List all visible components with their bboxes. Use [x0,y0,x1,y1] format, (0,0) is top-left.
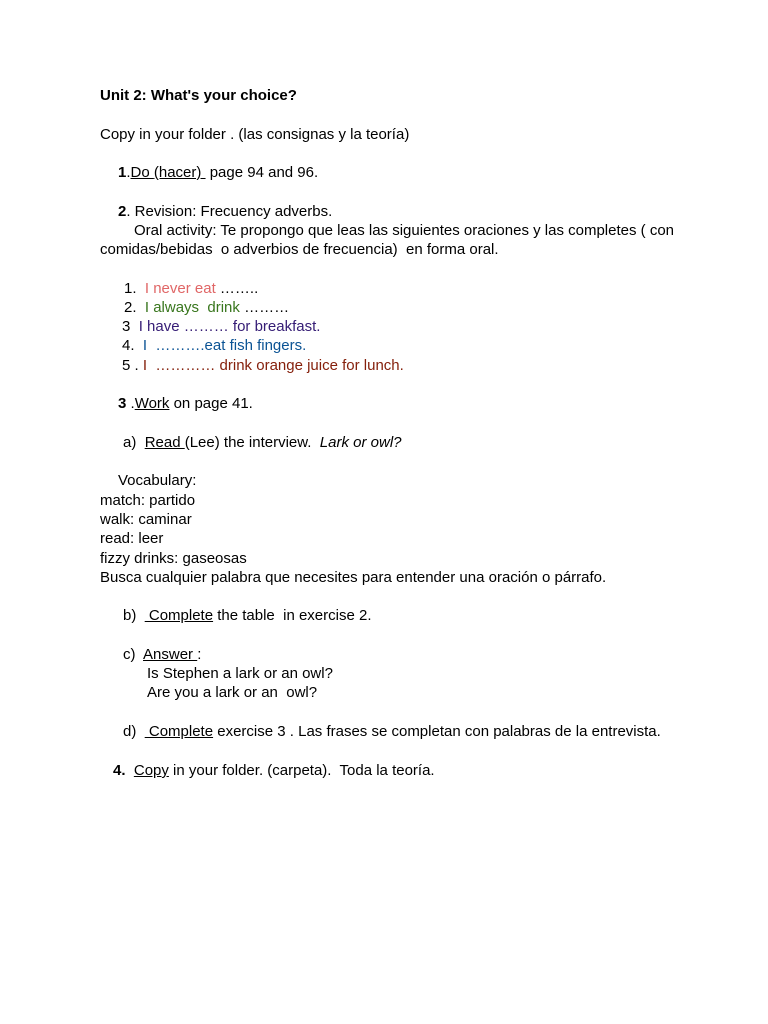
vocab-item: read: leer [100,530,164,547]
list-item-number: 2. [124,299,137,316]
section-1-rest: page 94 and 96. [205,164,319,181]
section-4-number: 4. [113,762,126,779]
busca-line: Busca cualquier palabra que necesites para entender una oración o párrafo. [100,569,607,586]
vocab-item: walk: caminar [100,511,192,528]
oral-activity-line-1: Oral activity: Te propongo que leas las siguientes oraciones y las completes ( con [134,222,675,239]
item-b [123,607,372,625]
item-a [123,434,402,452]
item-a-label: a) [123,434,137,451]
list-item-text: I [142,337,148,354]
section-3-dot: . [126,395,135,412]
vocab-item: match: partido [100,492,196,509]
list-item-dots: ………. [147,337,205,354]
oral-activity-line-2: comidas/bebidas o adverbios de frecuencia) en forma oral. [100,241,499,258]
section-2-heading [118,203,332,221]
list-item-text: I never eat [144,280,216,297]
item-a-rest: (Lee) the interview. [184,434,320,451]
intro-line: Copy in your folder . (las consignas y la teoría) [100,126,410,143]
list-item-dots: ………… [147,357,220,374]
section-3-verb: Work [134,395,170,412]
list-item [122,337,306,355]
section-4 [113,762,435,780]
item-c-label: c) [123,646,136,663]
item-a-verb: Read [144,434,185,451]
section-2-heading-text: . Revision: Frecuency adverbs. [126,203,333,220]
section-4-verb: Copy [133,762,169,779]
item-d-rest: exercise 3 . Las frases se completan con palabras de la entrevista. [213,723,661,740]
item-c [123,646,201,664]
item-b-rest: the table in exercise 2. [213,607,372,624]
list-item-number: 3 [122,318,131,335]
item-c-verb: Answer [143,646,198,663]
vocabulary-title: Vocabulary: [118,472,197,489]
item-b-verb: Complete [144,607,214,624]
list-item-number: 5 . [122,357,139,374]
item-d [123,723,661,741]
item-b-label: b) [123,607,137,624]
list-item-dots: ……… [239,299,290,316]
section-3 [118,395,253,413]
item-c-question-1: Is Stephen a lark or an owl? [147,665,333,682]
section-1-dot: . [126,164,131,181]
list-item-text: I [142,357,148,374]
section-4-rest: in your folder. (carpeta). Toda la teoría. [168,762,435,779]
item-c-rest: : [197,646,202,663]
list-item [124,280,258,298]
section-3-rest: on page 41. [169,395,253,412]
list-item-tail: for breakfast. [232,318,321,335]
list-item [124,299,289,317]
page-title: Unit 2: What's your choice? [100,87,297,104]
list-item-number: 4. [122,337,135,354]
section-2-number: 2 [118,203,127,220]
item-c-question-2: Are you a lark or an owl? [147,684,318,701]
list-item [122,318,320,336]
section-1 [118,164,318,182]
section-1-number: 1 [118,164,127,181]
section-1-hacer: (hacer) [153,164,206,181]
list-item-text: I always drink [144,299,240,316]
list-item-text: I have [138,318,180,335]
list-item-number: 1. [124,280,137,297]
vocab-item: fizzy drinks: gaseosas [100,550,247,567]
list-item-dots: ……… [179,318,233,335]
list-item [122,357,404,375]
item-a-italic: Lark or owl? [319,434,402,451]
item-d-verb: Complete [144,723,214,740]
item-d-label: d) [123,723,137,740]
section-1-verb: Do [130,164,154,181]
list-item-dots: …….. [215,280,259,297]
list-item-tail: drink orange juice for lunch. [219,357,404,374]
section-3-number: 3 [118,395,127,412]
list-item-tail: eat fish fingers. [204,337,307,354]
